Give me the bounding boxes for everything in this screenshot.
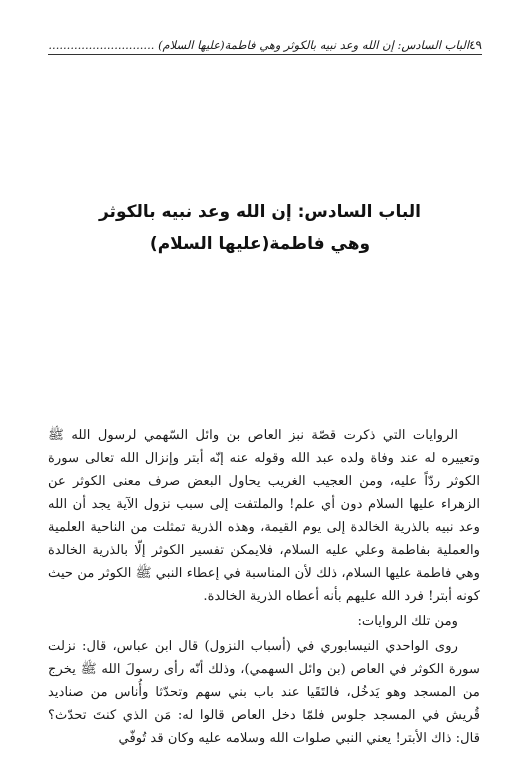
chapter-title-line-2: وهي فاطمة(عليها السلام) [149, 234, 371, 254]
running-title-text: الباب السادس: إن الله وعد نبيه بالكوثر وهي فاطمة(عليها السلام) [158, 38, 470, 52]
running-title [48, 38, 469, 52]
paragraph-3: روى الواحدي النيسابوري في (أسباب النزول) قال ابن عباس، قال: نزلت سورة الكوثر في العاص (بن وائل السهمي)، وذلك أنّه رأى رسولَ الله ﷺ يخرج من المسجد وهو يَدخُل، فالتَقَيا عند باب بني سهم وتحدّثا وأُناس من صناديد قُريش في المسجد جلوس فلمّا دخل العاص قالوا له: مَن الذي كنتَ تحدّث؟ قال: ذاك الأبتر! يعني النبي صلوات الله وسلامه عليه وكان قد تُوفّي [48, 639, 480, 746]
leader-dots: ............................. [48, 38, 155, 52]
chapter-title-line-1: الباب السادس: إن الله وعد نبيه بالكوثر [98, 202, 422, 222]
body-text [48, 424, 480, 750]
paragraph-1: الروايات التي ذكرت قصّة نبز العاص بن وائل السّهمي لرسول الله ﷺ وتعييره له عند وفاة ولده عبد الله وقوله عنه إنّه أبتر وإنزال الله تعالى سورة الكوثر ردّاً عليه، ومن العجيب الغريب يحاول البعض صرف معنى الكوثر عن الزهراء عليها السلام دون أي علم! والملتفت إلى سبب نزول الآية يجد أن الله وعد نبيه بالذرية الخالدة إلى يوم القيمة، وهذه الذرية تمثلت من الناحية العلمية والعملية بفاطمة وعلي عليه السلام، فلايمكن تفسير الكوثر إلّا بالذرية الخالدة وهي فاطمة عليها السلام، ذلك لأن المناسبة في إعطاء النبي ﷺ الكوثر من حيث كونه أبتر! فرد الله عليهم بأنه أعطاه الذرية الخالدة. [48, 428, 480, 604]
chapter-title [60, 196, 460, 260]
running-header [48, 30, 482, 52]
page-number: ٤٩ [469, 38, 482, 52]
paragraph-2: ومن تلك الروايات: [357, 614, 458, 629]
header-rule [48, 54, 482, 55]
